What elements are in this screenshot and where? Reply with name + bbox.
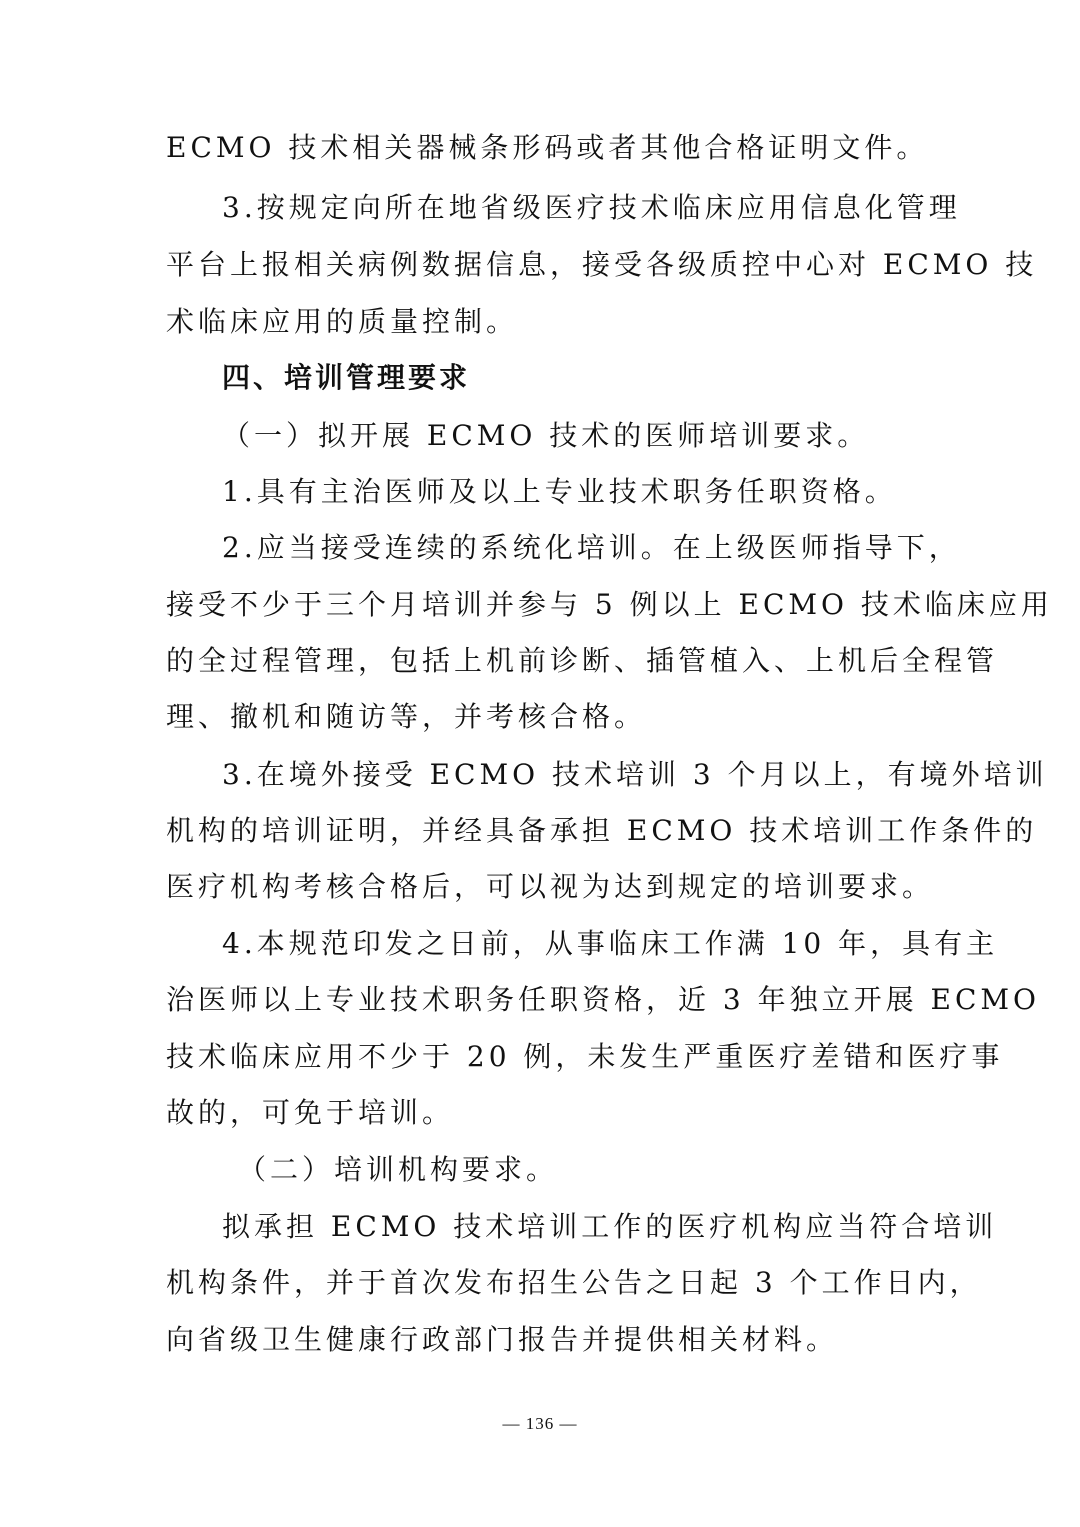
text-line: 向省级卫生健康行政部门报告并提供相关材料。 xyxy=(166,1323,839,1356)
text-line: 3.按规定向所在地省级医疗技术临床应用信息化管理 xyxy=(222,191,961,224)
text-line: 机构条件，并于首次发布招生公告之日起 3 个工作日内， xyxy=(166,1266,982,1299)
text-line: 术临床应用的质量控制。 xyxy=(166,305,519,338)
subsection-heading: （二）培训机构要求。 xyxy=(238,1153,559,1186)
text-line: 拟承担 ECMO 技术培训工作的医疗机构应当符合培训 xyxy=(222,1210,998,1243)
text-line: 技术临床应用不少于 20 例，未发生严重医疗差错和医疗事 xyxy=(166,1040,1004,1073)
text-line: ECMO 技术相关器械条形码或者其他合格证明文件。 xyxy=(166,131,929,164)
text-line: 接受不少于三个月培训并参与 5 例以上 ECMO 技术临床应用 xyxy=(166,588,1053,621)
text-line: 4.本规范印发之日前，从事临床工作满 10 年，具有主 xyxy=(222,927,999,960)
text-line: 故的，可免于培训。 xyxy=(166,1096,455,1129)
text-line: 3.在境外接受 ECMO 技术培训 3 个月以上，有境外培训 xyxy=(222,758,1048,791)
text-line: 2.应当接受连续的系统化培训。在上级医师指导下， xyxy=(222,531,961,564)
text-line: 治医师以上专业技术职务任职资格，近 3 年独立开展 ECMO xyxy=(166,983,1041,1016)
text-line: 机构的培训证明，并经具备承担 ECMO 技术培训工作条件的 xyxy=(166,814,1038,847)
subsection-heading: （一）拟开展 ECMO 技术的医师培训要求。 xyxy=(222,419,870,452)
text-line: 的全过程管理，包括上机前诊断、插管植入、上机后全程管 xyxy=(166,644,999,677)
section-heading: 四、培训管理要求 xyxy=(222,361,471,394)
text-line: 平台上报相关病例数据信息，接受各级质控中心对 ECMO 技 xyxy=(166,248,1038,281)
page-number: — 136 — xyxy=(502,1414,578,1433)
text-line: 理、撤机和随访等，并考核合格。 xyxy=(166,700,647,733)
text-line: 医疗机构考核合格后，可以视为达到规定的培训要求。 xyxy=(166,870,935,903)
text-line: 1.具有主治医师及以上专业技术职务任职资格。 xyxy=(222,475,897,508)
